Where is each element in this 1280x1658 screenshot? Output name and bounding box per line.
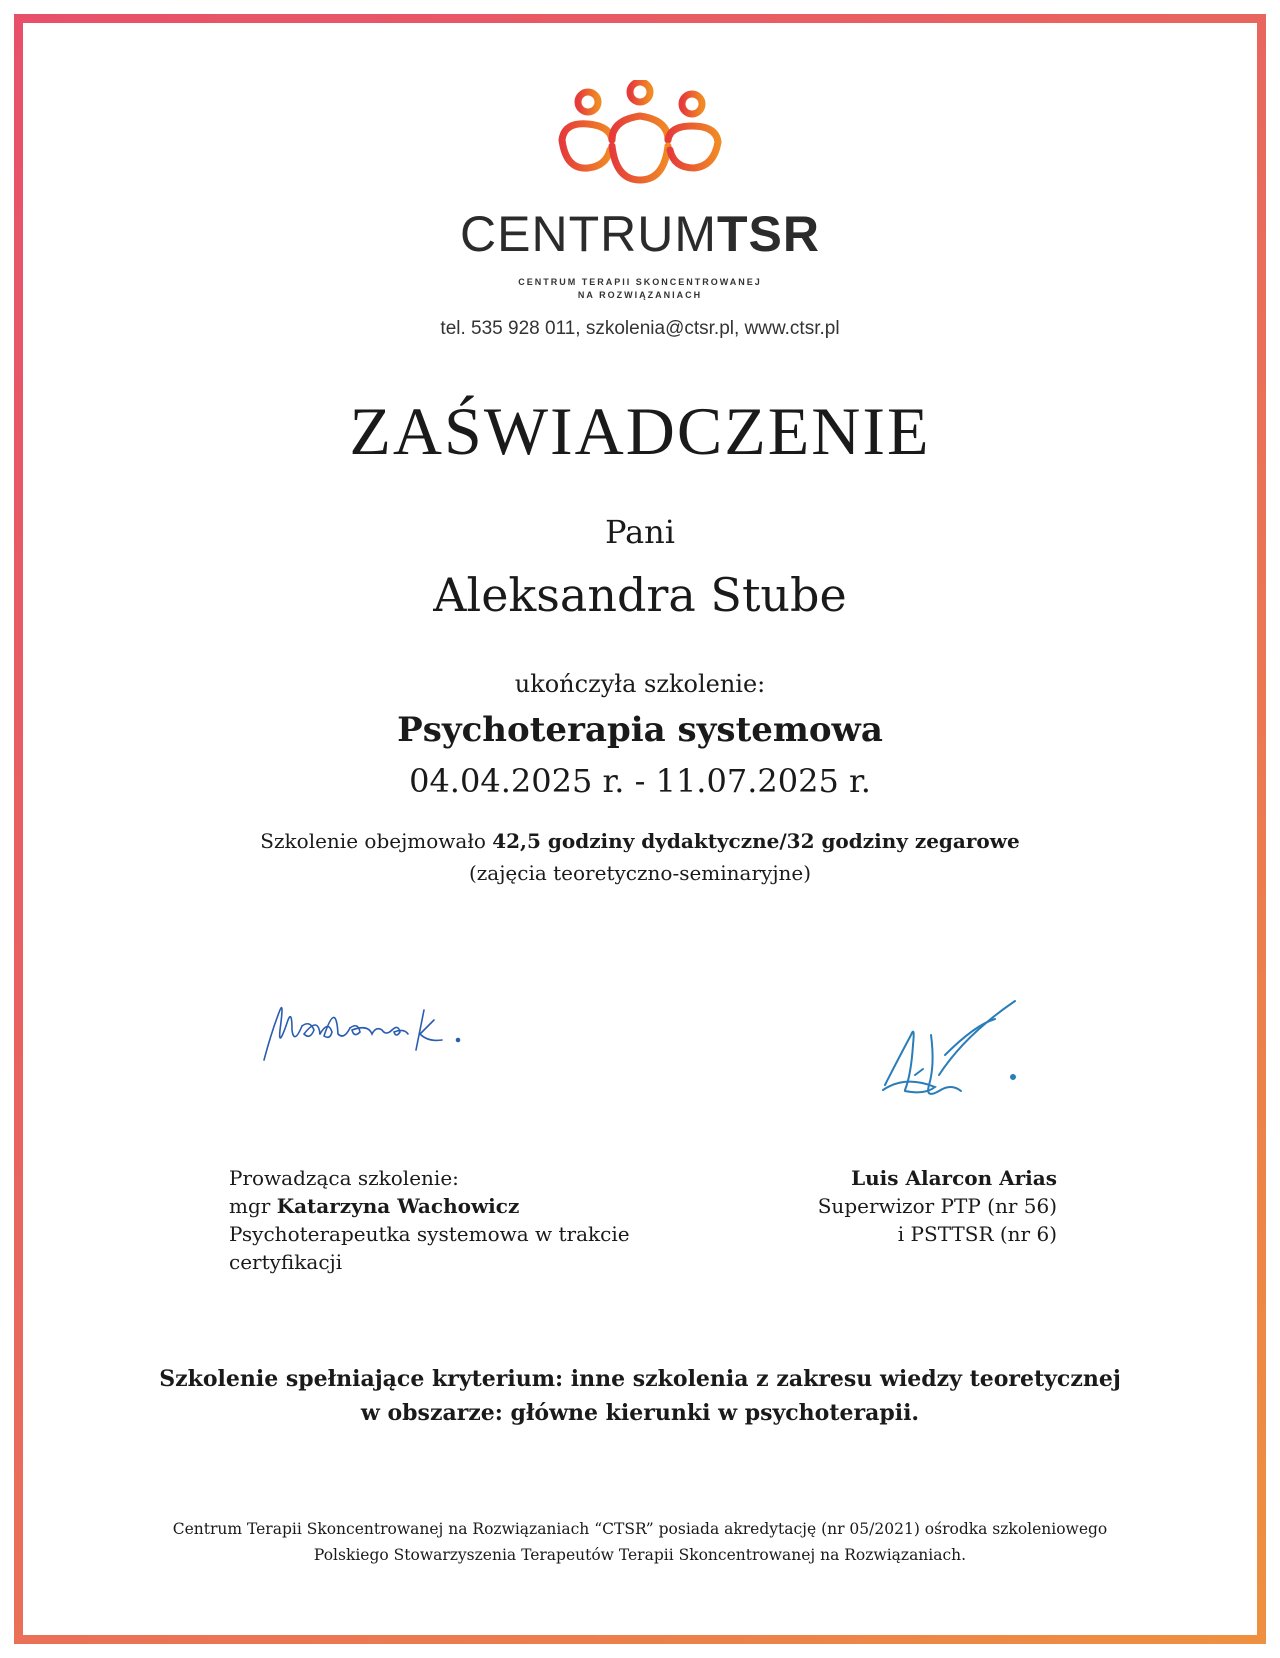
criterion-line1: Szkolenie spełniające kryterium: inne szkolenia z zakresu wiedzy teoretycznej [159,1366,1121,1392]
right-signatory [720,1164,1057,1248]
left-signatory-title: mgr [229,1194,271,1218]
footer-line2: Polskiego Stowarzyszenia Terapeutów Terapii Skoncentrowanej na Rozwiązaniach. [313,1546,967,1564]
criterion-statement [0,1362,1280,1430]
salutation: Pani [604,513,675,551]
hours-value: 42,5 godziny dydaktyczne/32 godziny zegarowe [492,829,1020,853]
left-signatory-name: Katarzyna Wachowicz [276,1194,520,1218]
brand-name [0,205,1280,263]
brand-subtitle-line1: CENTRUM TERAPII SKONCENTROWANEJ [518,277,762,287]
left-signatory-description-2: certyfikacji [229,1250,343,1274]
brand-name-light: CENTRUM [460,206,717,262]
right-signatory-name: Luis Alarcon Arias [851,1166,1057,1190]
brand-subtitle-line2: NA ROZWIĄZANIACH [577,290,703,300]
recipient-name: Aleksandra Stube [433,568,847,622]
left-signatory-description-1: Psychoterapeutka systemowa w trakcie [229,1222,630,1246]
left-signature [258,990,473,1070]
course-hours [0,829,1280,853]
hours-prefix: Szkolenie obejmowało [260,829,486,853]
certificate-title: ZAŚWIADCZENIE [349,393,931,469]
course-name: Psychoterapia systemowa [397,710,883,750]
right-signatory-line2: i PSTTSR (nr 6) [897,1222,1057,1246]
left-signatory-role: Prowadząca szkolenie: [229,1166,459,1190]
left-signatory-name-line [229,1192,649,1220]
footer-line1: Centrum Terapii Skoncentrowanej na Rozwiązaniach “CTSR” posiada akredytację (nr 05/2021) ośrodka szkoleniowego [172,1520,1108,1538]
completed-label: ukończyła szkolenie: [514,670,766,698]
hours-note: (zajęcia teoretyczno-seminaryjne) [468,861,812,885]
brand-name-bold: TSR [716,206,820,262]
contact-info: tel. 535 928 011, szkolenia@ctsr.pl, www.ctsr.pl [440,318,840,339]
accreditation-footer [0,1516,1280,1568]
course-dates: 04.04.2025 r. - 11.07.2025 r. [409,762,871,800]
right-signatory-line1: Superwizor PTP (nr 56) [817,1194,1057,1218]
left-signatory [229,1164,649,1276]
three-people-logo-icon [550,80,730,190]
criterion-line2: w obszarze: główne kierunki w psychoterapii. [360,1400,920,1426]
right-signature [875,995,1035,1105]
